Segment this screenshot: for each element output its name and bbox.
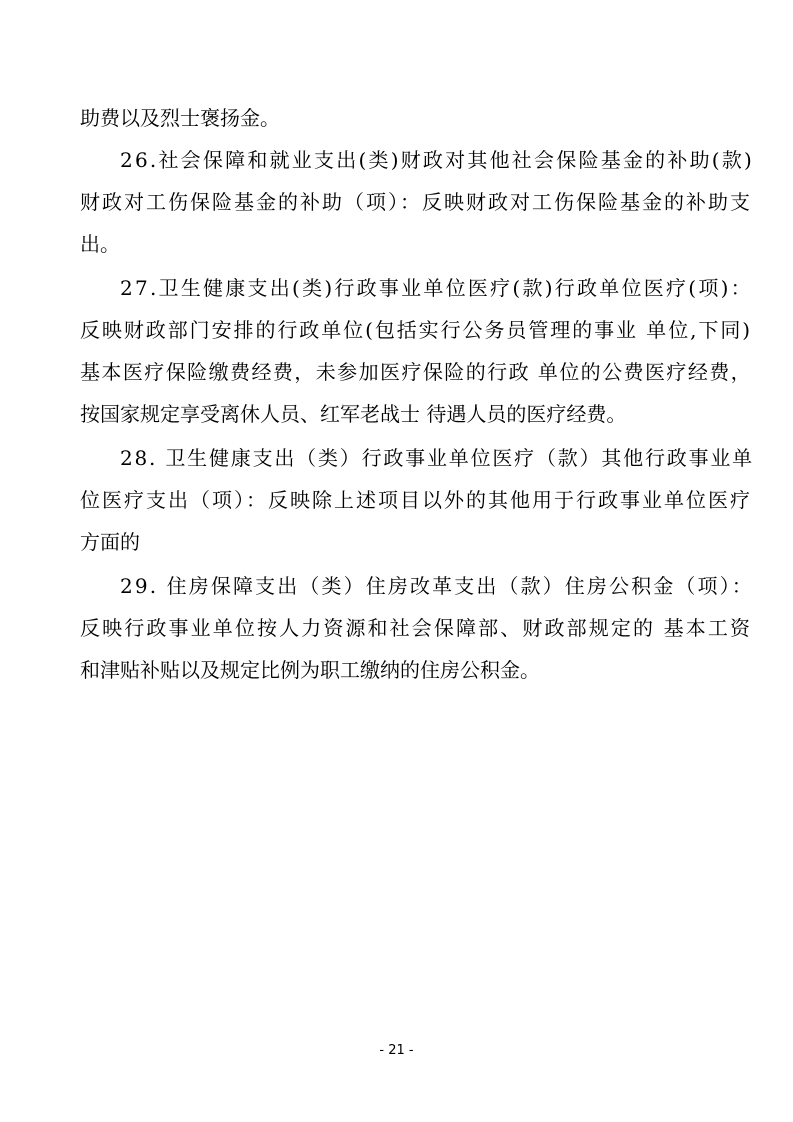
text-line: 29. 住房保障支出（类）住房改革支出（款）住房公积金（项）： [120, 574, 754, 598]
paragraph-28-line-1 [0, 438, 793, 478]
paragraph-29-line-3 [0, 650, 793, 690]
paragraph-29-line-2 [0, 608, 793, 648]
paragraph-28-line-3 [0, 522, 793, 562]
text-line: 位医疗支出（项）：反映除上述项目以外的其他用于行政事业单位医疗 [80, 488, 752, 512]
text-line: 26.社会保障和就业支出(类)财政对其他社会保险基金的补助(款) [120, 148, 755, 172]
text-line: 助费以及烈士褒扬金。 [80, 106, 280, 130]
text-line: 财政对工伤保险基金的补助（项）：反映财政对工伤保险基金的补助支 [80, 190, 752, 214]
page-number: - 21 - [379, 1043, 414, 1058]
paragraph-27-line-4 [0, 394, 793, 434]
text-line: 28. 卫生健康支出（类）行政事业单位医疗（款）其他行政事业单 [120, 446, 754, 470]
paragraph-26-line-1 [0, 140, 793, 180]
text-line: 按国家规定享受离休人员、红军老战士 待遇人员的医疗经费。 [80, 402, 627, 426]
text-line: 和津贴补贴以及规定比例为职工缴纳的住房公积金。 [80, 658, 540, 682]
paragraph-25-line-1 [0, 98, 793, 138]
paragraph-28-line-2 [0, 480, 793, 520]
text-line: 出。 [80, 232, 120, 256]
text-line: 基本医疗保险缴费经费，未参加医疗保险的行政 单位的公费医疗经费， [80, 360, 753, 384]
paragraph-27-line-1 [0, 268, 793, 308]
paragraph-26-line-2 [0, 182, 793, 222]
text-line: 反映财政部门安排的行政单位(包括实行公务员管理的事业 单位,下同) [80, 318, 753, 342]
paragraph-29-line-1 [0, 566, 793, 606]
paragraph-27-line-2 [0, 310, 793, 350]
text-line: 27.卫生健康支出(类)行政事业单位医疗(款)行政单位医疗(项)： [120, 276, 753, 300]
text-line: 反映行政事业单位按人力资源和社会保障部、财政部规定的 基本工资 [80, 616, 753, 640]
paragraph-26-line-3 [0, 224, 793, 264]
text-line: 方面的 [80, 530, 140, 554]
paragraph-27-line-3 [0, 352, 793, 392]
